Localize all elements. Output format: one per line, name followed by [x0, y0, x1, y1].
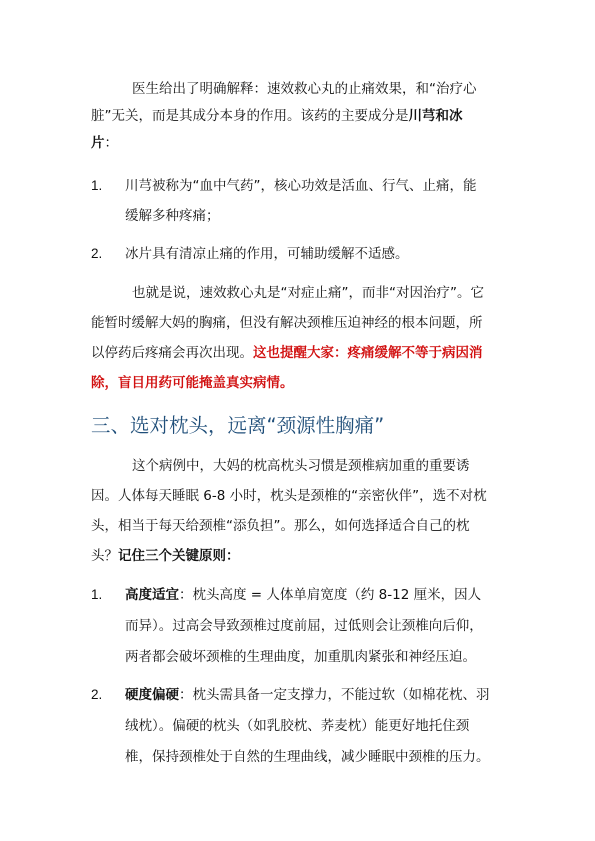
list2-item2-title: 硬度偏硬: [125, 687, 179, 703]
list1-item2-number: 2.: [91, 246, 103, 261]
para3-line4-text: 头？: [91, 548, 118, 564]
para3-line3: 头，相当于每天给颈椎“添负担”。那么，如何选择适合自己的枕: [91, 518, 470, 534]
list1-item1-line2: 缓解多种疼痛；: [125, 208, 220, 224]
para1-line2-text: 脏”无关，而是其成分本身的作用。该药的主要成分是: [91, 108, 409, 124]
list2-item2-number: 2.: [91, 687, 103, 702]
para1-line2: [91, 106, 463, 126]
list2-item1-number: 1.: [91, 587, 103, 602]
list2-item1-title: 高度适宜: [125, 587, 179, 603]
list2-item2-line1-text: ：枕头需具备一定支撑力，不能过软（如棉花枕、羽: [179, 687, 490, 703]
list2-item1-line3: 两者都会破坏颈椎的生理曲度，加重肌肉紧张和神经压迫。: [125, 649, 476, 665]
para3-line4: [91, 546, 240, 566]
para1-line2-bold: 川芎和冰: [408, 108, 463, 124]
para3-line2: 因。人体每天睡眠 6-8 小时，枕头是颈椎的“亲密伙伴”，选不对枕: [91, 488, 487, 504]
para3-line4-bold: 记住三个关键原则：: [118, 548, 240, 564]
para1-line3-bold: 片: [91, 135, 105, 151]
para2-line2: 能暂时缓解大妈的胸痛，但没有解决颈椎压迫神经的根本问题，所: [91, 315, 483, 331]
list2-item1-line1: [125, 585, 481, 605]
list2-item2-line3: 椎，保持颈椎处于自然的生理曲线，减少睡眠中颈椎的压力。: [125, 749, 490, 765]
para1-line1-text: 医生给出了明确解释：速效救心丸的止痛效果，和“治疗心: [132, 81, 477, 97]
para1-line3: [91, 133, 118, 153]
para2-line3-highlight: 这也提醒大家：疼痛缓解不等于病因消: [253, 345, 483, 361]
para2-line1: 也就是说，速效救心丸是“对症止痛”，而非“对因治疗”。它: [132, 285, 484, 301]
list1-item2-line1: 冰片具有清凉止痛的作用，可辅助缓解不适感。: [125, 246, 409, 262]
para1-line3-text: ：: [104, 135, 118, 151]
list1-item1-line1: 川芎被称为“血中气药”，核心功效是活血、行气、止痛，能: [125, 178, 477, 194]
para2-line3-text: 以停药后疼痛会再次出现。: [91, 345, 253, 361]
list2-item2-line1: [125, 685, 490, 705]
para2-line4-highlight: 除，盲目用药可能掩盖真实病情。: [91, 375, 294, 391]
para3-line1: 这个病例中，大妈的枕高枕头习惯是颈椎病加重的重要诱: [132, 458, 470, 474]
list2-item2-line2: 绒枕）。偏硬的枕头（如乳胶枕、荞麦枕）能更好地托住颈: [125, 718, 470, 734]
list2-item1-line1-text: ：枕头高度 = 人体单肩宽度（约 8-12 厘米，因人: [179, 587, 482, 603]
list2-item1-line2: 而异）。过高会导致颈椎过度前屈，过低则会让颈椎向后仰，: [125, 618, 483, 634]
section-heading: 三、选对枕头，远离“颈源性胸痛”: [91, 414, 385, 437]
para2-line3: [91, 343, 483, 363]
list1-item1-number: 1.: [91, 178, 103, 193]
para1-line1: [132, 79, 477, 99]
